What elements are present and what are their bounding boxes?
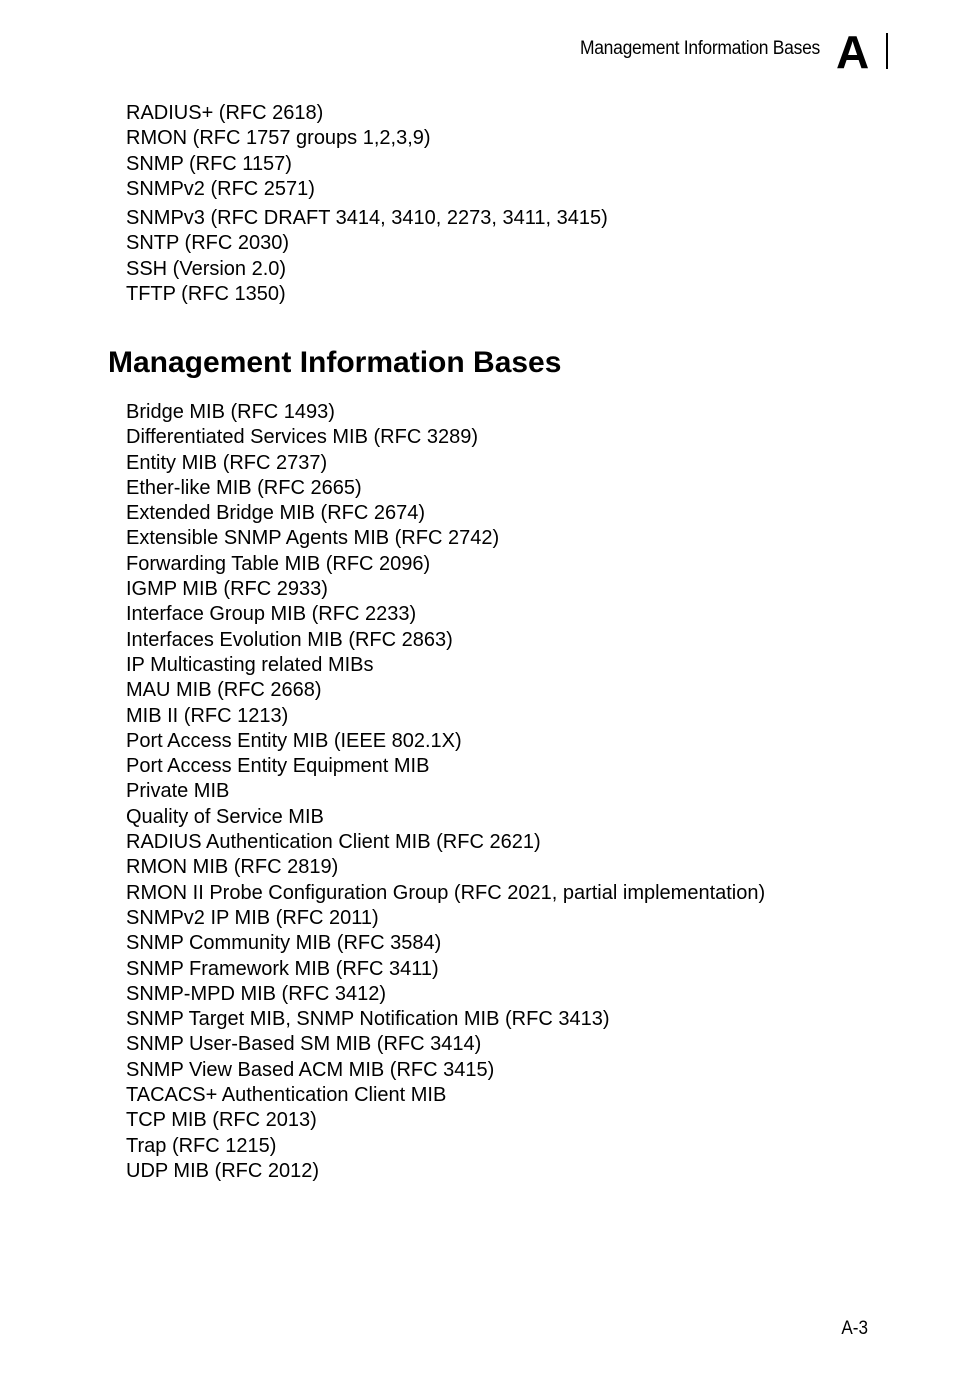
list-item: Entity MIB (RFC 2737) (126, 451, 328, 474)
list-item: Extended Bridge MIB (RFC 2674) (126, 502, 426, 525)
list-item: TCP MIB (RFC 2013) (126, 1109, 317, 1132)
list-item: Extensible SNMP Agents MIB (RFC 2742) (126, 527, 500, 550)
list-item: RMON II Probe Configuration Group (RFC 2021, partial implementation) (126, 881, 766, 904)
appendix-letter: A (836, 26, 870, 78)
list-item: TACACS+ Authentication Client MIB (126, 1084, 447, 1107)
list-item: IP Multicasting related MIBs (126, 653, 374, 676)
list-item: RMON MIB (RFC 2819) (126, 856, 339, 879)
list-item: Private MIB (126, 780, 230, 803)
list-item: Port Access Entity Equipment MIB (126, 755, 430, 778)
list-item: SNMP View Based ACM MIB (RFC 3415) (126, 1058, 495, 1081)
running-header-title: Management Information Bases (579, 38, 820, 59)
list-item: MIB II (RFC 1213) (126, 704, 289, 727)
list-item: SSH (Version 2.0) (126, 257, 287, 280)
list-item: Interface Group MIB (RFC 2233) (126, 603, 417, 626)
list-item: SNMP Framework MIB (RFC 3411) (126, 957, 439, 980)
mib-list (126, 400, 765, 1184)
list-item: SNMP (RFC 1157) (126, 152, 292, 175)
list-item: UDP MIB (RFC 2012) (126, 1159, 320, 1182)
list-item: SNMPv3 (RFC DRAFT 3414, 3410, 2273, 3411, 3415) (126, 207, 608, 230)
list-item: Differentiated Services MIB (RFC 3289) (126, 426, 478, 449)
list-item: SNMP-MPD MIB (RFC 3412) (126, 982, 387, 1005)
list-item: MAU MIB (RFC 2668) (126, 679, 322, 702)
appendix-tab (836, 26, 888, 78)
list-item: Ether-like MIB (RFC 2665) (126, 476, 362, 499)
list-item: Quality of Service MIB (126, 805, 324, 828)
list-item: RMON (RFC 1757 groups 1,2,3,9) (126, 127, 431, 150)
list-item: Trap (RFC 1215) (126, 1134, 277, 1157)
list-item: RADIUS+ (RFC 2618) (126, 102, 324, 124)
list-item: SNMPv2 (RFC 2571) (126, 177, 315, 200)
list-item: SNTP (RFC 2030) (126, 232, 290, 255)
list-item: SNMP Target MIB, SNMP Notification MIB (RFC 3413) (126, 1008, 610, 1031)
list-item: Interfaces Evolution MIB (RFC 2863) (126, 628, 453, 651)
list-item: TFTP (RFC 1350) (126, 283, 286, 306)
list-item: RADIUS Authentication Client MIB (RFC 2621) (126, 831, 541, 854)
section-heading: Management Information Bases (108, 346, 562, 379)
protocol-list (126, 101, 608, 307)
list-item: Forwarding Table MIB (RFC 2096) (126, 552, 431, 575)
appendix-tab-bar (886, 33, 888, 69)
list-item: SNMPv2 IP MIB (RFC 2011) (126, 906, 379, 929)
page-number: A-3 (841, 1318, 868, 1339)
list-item: Bridge MIB (RFC 1493) (126, 401, 335, 423)
list-item: SNMP Community MIB (RFC 3584) (126, 932, 442, 955)
list-item: IGMP MIB (RFC 2933) (126, 578, 328, 601)
list-item: Port Access Entity MIB (IEEE 802.1X) (126, 729, 462, 752)
list-item: SNMP User-Based SM MIB (RFC 3414) (126, 1033, 482, 1056)
